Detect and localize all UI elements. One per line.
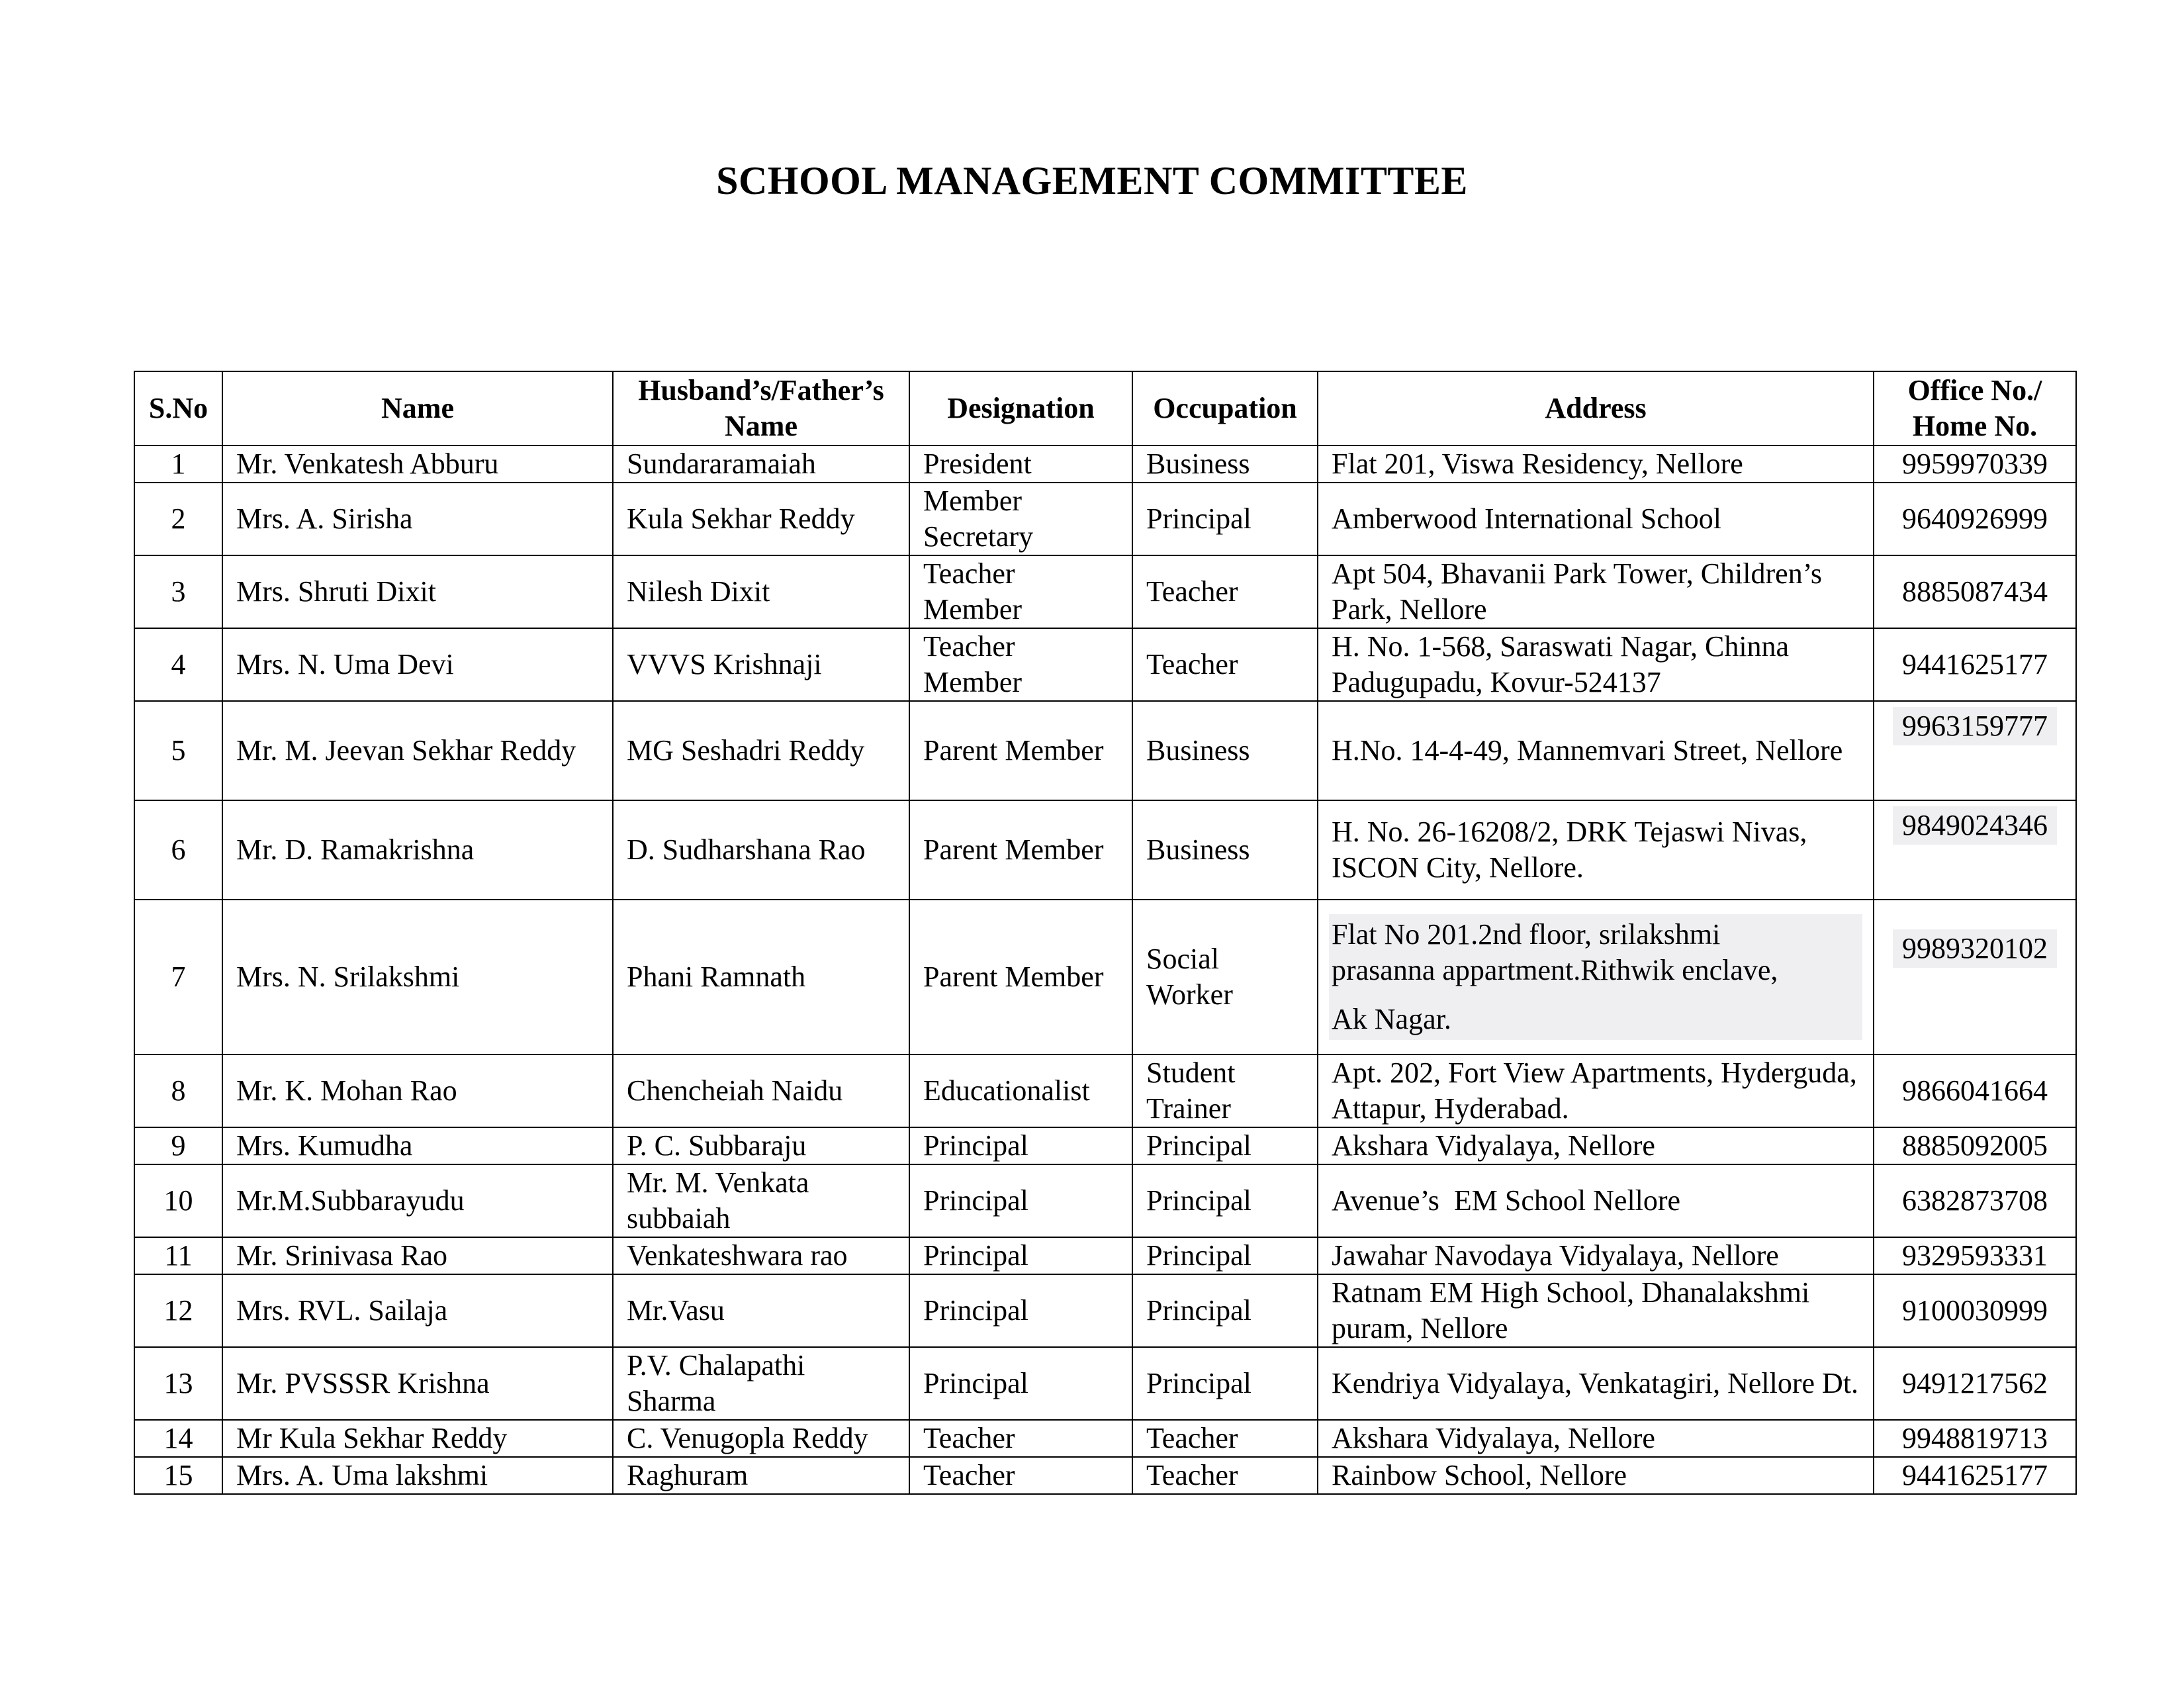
cell-designation: Teacher <box>909 1420 1132 1457</box>
cell-address: H. No. 1-568, Saraswati Nagar, Chinna Padugupadu, Kovur-524137 <box>1318 628 1874 701</box>
cell-father-name: VVVS Krishnaji <box>613 628 909 701</box>
address-line: prasanna appartment.Rithwik enclave, <box>1332 954 1778 986</box>
cell-phone <box>1874 701 2076 800</box>
cell-designation: Teacher <box>909 1457 1132 1494</box>
cell-occupation: Principal <box>1132 1274 1318 1347</box>
cell-phone: 9441625177 <box>1874 1457 2076 1494</box>
header-occupation: Occupation <box>1132 371 1318 445</box>
cell-designation: Parent Member <box>909 800 1132 900</box>
cell-designation: Principal <box>909 1274 1132 1347</box>
table-row <box>134 1237 2076 1274</box>
cell-name: Mrs. N. Srilakshmi <box>222 900 613 1055</box>
address-line: Flat No 201.2nd floor, srilakshmi <box>1332 918 1721 951</box>
cell-phone: 9640926999 <box>1874 483 2076 555</box>
cell-designation: Teacher Member <box>909 555 1132 628</box>
committee-table <box>134 371 2077 1495</box>
cell-sno: 3 <box>134 555 222 628</box>
cell-father-name: Mr.Vasu <box>613 1274 909 1347</box>
header-phone: Office No./ Home No. <box>1874 371 2076 445</box>
cell-sno: 12 <box>134 1274 222 1347</box>
cell-name: Mr. M. Jeevan Sekhar Reddy <box>222 701 613 800</box>
address-highlight <box>1329 914 1862 1040</box>
cell-address: Amberwood International School <box>1318 483 1874 555</box>
cell-phone <box>1874 800 2076 900</box>
cell-designation: Principal <box>909 1347 1132 1420</box>
cell-sno: 14 <box>134 1420 222 1457</box>
cell-name: Mrs. N. Uma Devi <box>222 628 613 701</box>
cell-name: Mr. Srinivasa Rao <box>222 1237 613 1274</box>
cell-sno: 11 <box>134 1237 222 1274</box>
cell-name: Mrs. Shruti Dixit <box>222 555 613 628</box>
table-row <box>134 1164 2076 1237</box>
cell-name: Mr. K. Mohan Rao <box>222 1055 613 1127</box>
cell-address: Ratnam EM High School, Dhanalakshmi puram, Nellore <box>1318 1274 1874 1347</box>
cell-address: Akshara Vidyalaya, Nellore <box>1318 1127 1874 1164</box>
table-row <box>134 483 2076 555</box>
cell-sno: 8 <box>134 1055 222 1127</box>
cell-father-name: C. Venugopla Reddy <box>613 1420 909 1457</box>
cell-occupation: Business <box>1132 800 1318 900</box>
cell-designation: Principal <box>909 1237 1132 1274</box>
cell-occupation: Principal <box>1132 483 1318 555</box>
cell-address: Apt. 202, Fort View Apartments, Hyderguda, Attapur, Hyderabad. <box>1318 1055 1874 1127</box>
cell-phone: 8885087434 <box>1874 555 2076 628</box>
table-row <box>134 800 2076 900</box>
cell-occupation: Business <box>1132 445 1318 483</box>
table-row <box>134 1127 2076 1164</box>
table-row <box>134 1347 2076 1420</box>
cell-phone: 9948819713 <box>1874 1420 2076 1457</box>
cell-occupation: Business <box>1132 701 1318 800</box>
cell-designation: Educationalist <box>909 1055 1132 1127</box>
header-address: Address <box>1318 371 1874 445</box>
page-title: SCHOOL MANAGEMENT COMMITTEE <box>716 159 1468 203</box>
cell-designation: Teacher Member <box>909 628 1132 701</box>
cell-father-name: Phani Ramnath <box>613 900 909 1055</box>
cell-name: Mrs. Kumudha <box>222 1127 613 1164</box>
cell-address: Apt 504, Bhavanii Park Tower, Children’s Park, Nellore <box>1318 555 1874 628</box>
cell-phone: 9329593331 <box>1874 1237 2076 1274</box>
phone-highlight: 9963159777 <box>1893 707 2057 745</box>
table-row <box>134 445 2076 483</box>
cell-sno: 6 <box>134 800 222 900</box>
cell-father-name: D. Sudharshana Rao <box>613 800 909 900</box>
cell-sno: 5 <box>134 701 222 800</box>
table-row <box>134 1274 2076 1347</box>
header-father-name: Husband’s/Father’s Name <box>613 371 909 445</box>
cell-father-name: Raghuram <box>613 1457 909 1494</box>
table-row <box>134 1420 2076 1457</box>
header-name: Name <box>222 371 613 445</box>
cell-name: Mr. Venkatesh Abburu <box>222 445 613 483</box>
cell-occupation: Principal <box>1132 1237 1318 1274</box>
cell-father-name: Mr. M. Venkata subbaiah <box>613 1164 909 1237</box>
cell-address: H. No. 26-16208/2, DRK Tejaswi Nivas, ISCON City, Nellore. <box>1318 800 1874 900</box>
cell-name: Mr Kula Sekhar Reddy <box>222 1420 613 1457</box>
cell-sno: 9 <box>134 1127 222 1164</box>
cell-occupation: Social Worker <box>1132 900 1318 1055</box>
cell-occupation: Teacher <box>1132 555 1318 628</box>
cell-designation: Parent Member <box>909 701 1132 800</box>
cell-designation: Parent Member <box>909 900 1132 1055</box>
header-sno: S.No <box>134 371 222 445</box>
cell-name: Mr.M.Subbarayudu <box>222 1164 613 1237</box>
cell-sno: 4 <box>134 628 222 701</box>
cell-phone: 9959970339 <box>1874 445 2076 483</box>
cell-designation: Principal <box>909 1164 1132 1237</box>
cell-father-name: Kula Sekhar Reddy <box>613 483 909 555</box>
cell-phone: 9100030999 <box>1874 1274 2076 1347</box>
cell-phone: 9866041664 <box>1874 1055 2076 1127</box>
cell-sno: 1 <box>134 445 222 483</box>
cell-address <box>1318 900 1874 1055</box>
cell-designation: Principal <box>909 1127 1132 1164</box>
cell-name: Mr. D. Ramakrishna <box>222 800 613 900</box>
cell-name: Mrs. A. Uma lakshmi <box>222 1457 613 1494</box>
cell-father-name: Sundararamaiah <box>613 445 909 483</box>
cell-sno: 13 <box>134 1347 222 1420</box>
cell-sno: 7 <box>134 900 222 1055</box>
cell-father-name: Chencheiah Naidu <box>613 1055 909 1127</box>
cell-father-name: Nilesh Dixit <box>613 555 909 628</box>
cell-address: Akshara Vidyalaya, Nellore <box>1318 1420 1874 1457</box>
cell-phone: 9441625177 <box>1874 628 2076 701</box>
table-row <box>134 1457 2076 1494</box>
phone-highlight: 9849024346 <box>1893 806 2057 845</box>
cell-occupation: Teacher <box>1132 628 1318 701</box>
table-row <box>134 1055 2076 1127</box>
cell-address: Kendriya Vidyalaya, Venkatagiri, Nellore Dt. <box>1318 1347 1874 1420</box>
table-row <box>134 900 2076 1055</box>
cell-occupation: Principal <box>1132 1127 1318 1164</box>
cell-phone: 8885092005 <box>1874 1127 2076 1164</box>
header-designation: Designation <box>909 371 1132 445</box>
cell-occupation: Teacher <box>1132 1420 1318 1457</box>
cell-sno: 10 <box>134 1164 222 1237</box>
table-row <box>134 628 2076 701</box>
cell-phone: 6382873708 <box>1874 1164 2076 1237</box>
cell-address: Flat 201, Viswa Residency, Nellore <box>1318 445 1874 483</box>
table-row <box>134 555 2076 628</box>
cell-designation: President <box>909 445 1132 483</box>
cell-name: Mrs. A. Sirisha <box>222 483 613 555</box>
cell-name: Mrs. RVL. Sailaja <box>222 1274 613 1347</box>
cell-sno: 2 <box>134 483 222 555</box>
cell-father-name: MG Seshadri Reddy <box>613 701 909 800</box>
cell-occupation: Principal <box>1132 1347 1318 1420</box>
cell-address: Jawahar Navodaya Vidyalaya, Nellore <box>1318 1237 1874 1274</box>
cell-address: Avenue’s EM School Nellore <box>1318 1164 1874 1237</box>
cell-phone <box>1874 900 2076 1055</box>
cell-occupation: Teacher <box>1132 1457 1318 1494</box>
cell-occupation: Principal <box>1132 1164 1318 1237</box>
table-row <box>134 701 2076 800</box>
cell-address: H.No. 14-4-49, Mannemvari Street, Nellore <box>1318 701 1874 800</box>
cell-occupation: Student Trainer <box>1132 1055 1318 1127</box>
cell-phone: 9491217562 <box>1874 1347 2076 1420</box>
cell-father-name: Venkateshwara rao <box>613 1237 909 1274</box>
cell-designation: Member Secretary <box>909 483 1132 555</box>
cell-father-name: P.V. Chalapathi Sharma <box>613 1347 909 1420</box>
phone-highlight: 9989320102 <box>1893 929 2057 968</box>
address-line: Ak Nagar. <box>1332 1003 1451 1035</box>
cell-address: Rainbow School, Nellore <box>1318 1457 1874 1494</box>
cell-sno: 15 <box>134 1457 222 1494</box>
cell-father-name: P. C. Subbaraju <box>613 1127 909 1164</box>
cell-name: Mr. PVSSSR Krishna <box>222 1347 613 1420</box>
table-header-row <box>134 371 2076 445</box>
